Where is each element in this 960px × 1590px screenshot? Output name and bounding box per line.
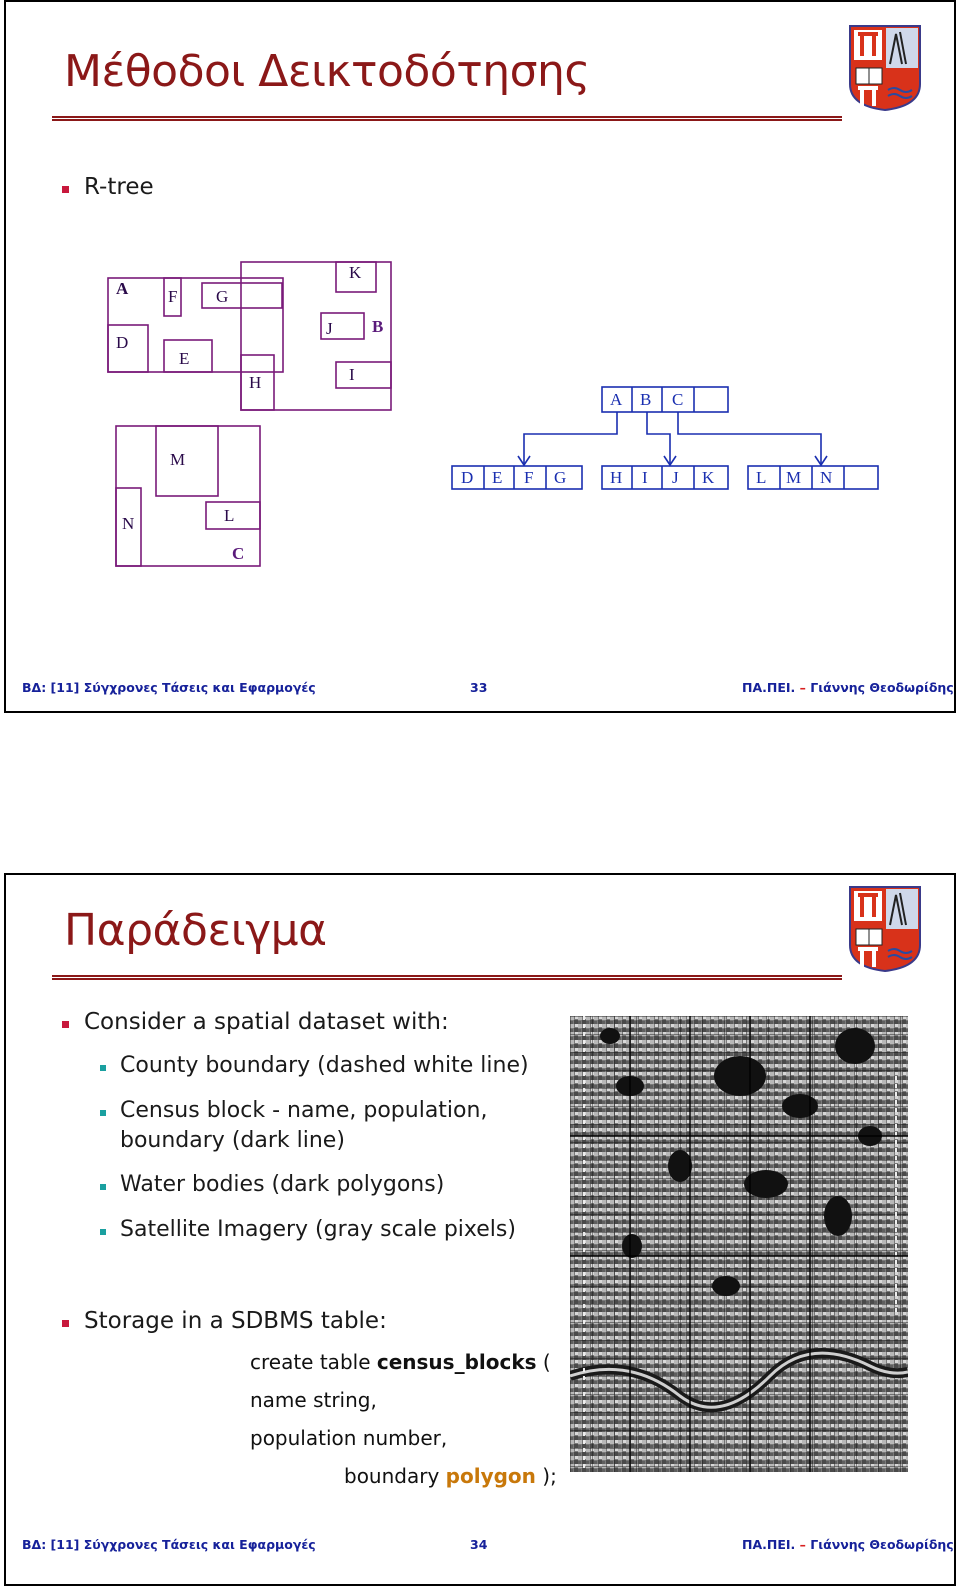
root-label-c: C [672,390,684,409]
footer-course: ΒΔ: [11] Σύγχρονες Τάσεις και Εφαρμογές [22,1537,316,1552]
footer-org: ΠΑ.ΠΕΙ. [742,680,796,695]
leaf-label-f: F [524,468,534,487]
footer-author [742,680,954,695]
label-e: E [179,349,190,368]
sub-bullet-water: Water bodies (dark polygons) [120,1172,445,1197]
sub-bullet-marker [100,1184,106,1190]
bullet-marker [62,1021,69,1028]
sql-line-3: population number, [250,1426,448,1450]
slide-34 [4,873,956,1586]
sql-text: ( [536,1350,551,1374]
leaf-label-k: K [702,468,715,487]
root-label-a: A [610,390,623,409]
leaf-label-d: D [461,468,474,487]
label-h: H [249,373,262,392]
label-m: M [170,450,186,469]
sql-text: boundary [344,1464,446,1488]
sub-bullet-marker [100,1110,106,1116]
leaf-label-h: H [610,468,623,487]
label-c: C [232,544,245,563]
label-l: L [224,506,235,525]
sql-line-2: name string, [250,1388,377,1412]
label-d: D [116,333,129,352]
slide-33 [4,0,956,713]
leaf-node-3 [748,466,878,489]
label-i: I [349,365,355,384]
leaf-label-e: E [492,468,503,487]
leaf-label-m: M [786,468,802,487]
leaf-label-i: I [642,468,648,487]
bullet-storage: Storage in a SDBMS table: [84,1308,387,1334]
footer-author [742,1537,954,1552]
rect-g [202,283,282,308]
sql-keyword: polygon [445,1464,536,1488]
edge-a [524,412,617,464]
sub-bullet-census-cont: boundary (dark line) [120,1128,345,1153]
footer-author-name: Γιάννης Θεοδωρίδης [810,1537,954,1552]
satellite-image [570,1016,908,1472]
rtree-diagram [6,2,954,711]
slide-title: Μέθοδοι Δεικτοδότησης [64,46,590,97]
leaf-label-g: G [554,468,567,487]
label-k: K [349,263,362,282]
footer-page-number: 34 [470,1537,488,1552]
footer-dash: – [799,1537,806,1552]
label-a: A [116,279,129,298]
title-rule [52,975,842,980]
label-j: J [326,319,333,338]
label-n: N [122,514,135,533]
footer-org: ΠΑ.ΠΕΙ. [742,1537,796,1552]
bullet-dataset: Consider a spatial dataset with: [84,1009,449,1035]
rect-i [336,362,391,388]
university-logo-icon [848,885,922,973]
bullet-rtree: R-tree [84,174,154,200]
sub-bullet-satellite: Satellite Imagery (gray scale pixels) [120,1217,516,1242]
slide-title: Παράδειγμα [64,905,327,956]
bullet-marker [62,1320,69,1327]
rect-m [156,426,218,496]
label-g: G [216,287,229,306]
sql-text: ); [535,1464,557,1488]
label-f: F [168,287,178,306]
sub-bullet-county: County boundary (dashed white line) [120,1053,529,1078]
leaf-label-l: L [756,468,767,487]
leaf-label-j: J [672,468,679,487]
leaf-label-n: N [820,468,833,487]
footer-dash: – [799,680,806,695]
footer-course: ΒΔ: [11] Σύγχρονες Τάσεις και Εφαρμογές [22,680,316,695]
sql-line-4 [344,1464,557,1488]
footer-page-number: 33 [470,680,488,695]
sql-line-1 [250,1350,551,1374]
sub-bullet-marker [100,1229,106,1235]
root-label-b: B [640,390,652,409]
sql-text: create table [250,1350,377,1374]
label-b: B [372,317,384,336]
sub-bullet-marker [100,1065,106,1071]
sub-bullet-census: Census block - name, population, [120,1098,488,1123]
sql-table-name: census_blocks [376,1350,537,1374]
footer-author-name: Γιάννης Θεοδωρίδης [810,680,954,695]
edge-b [647,412,670,464]
edge-c [678,412,821,464]
